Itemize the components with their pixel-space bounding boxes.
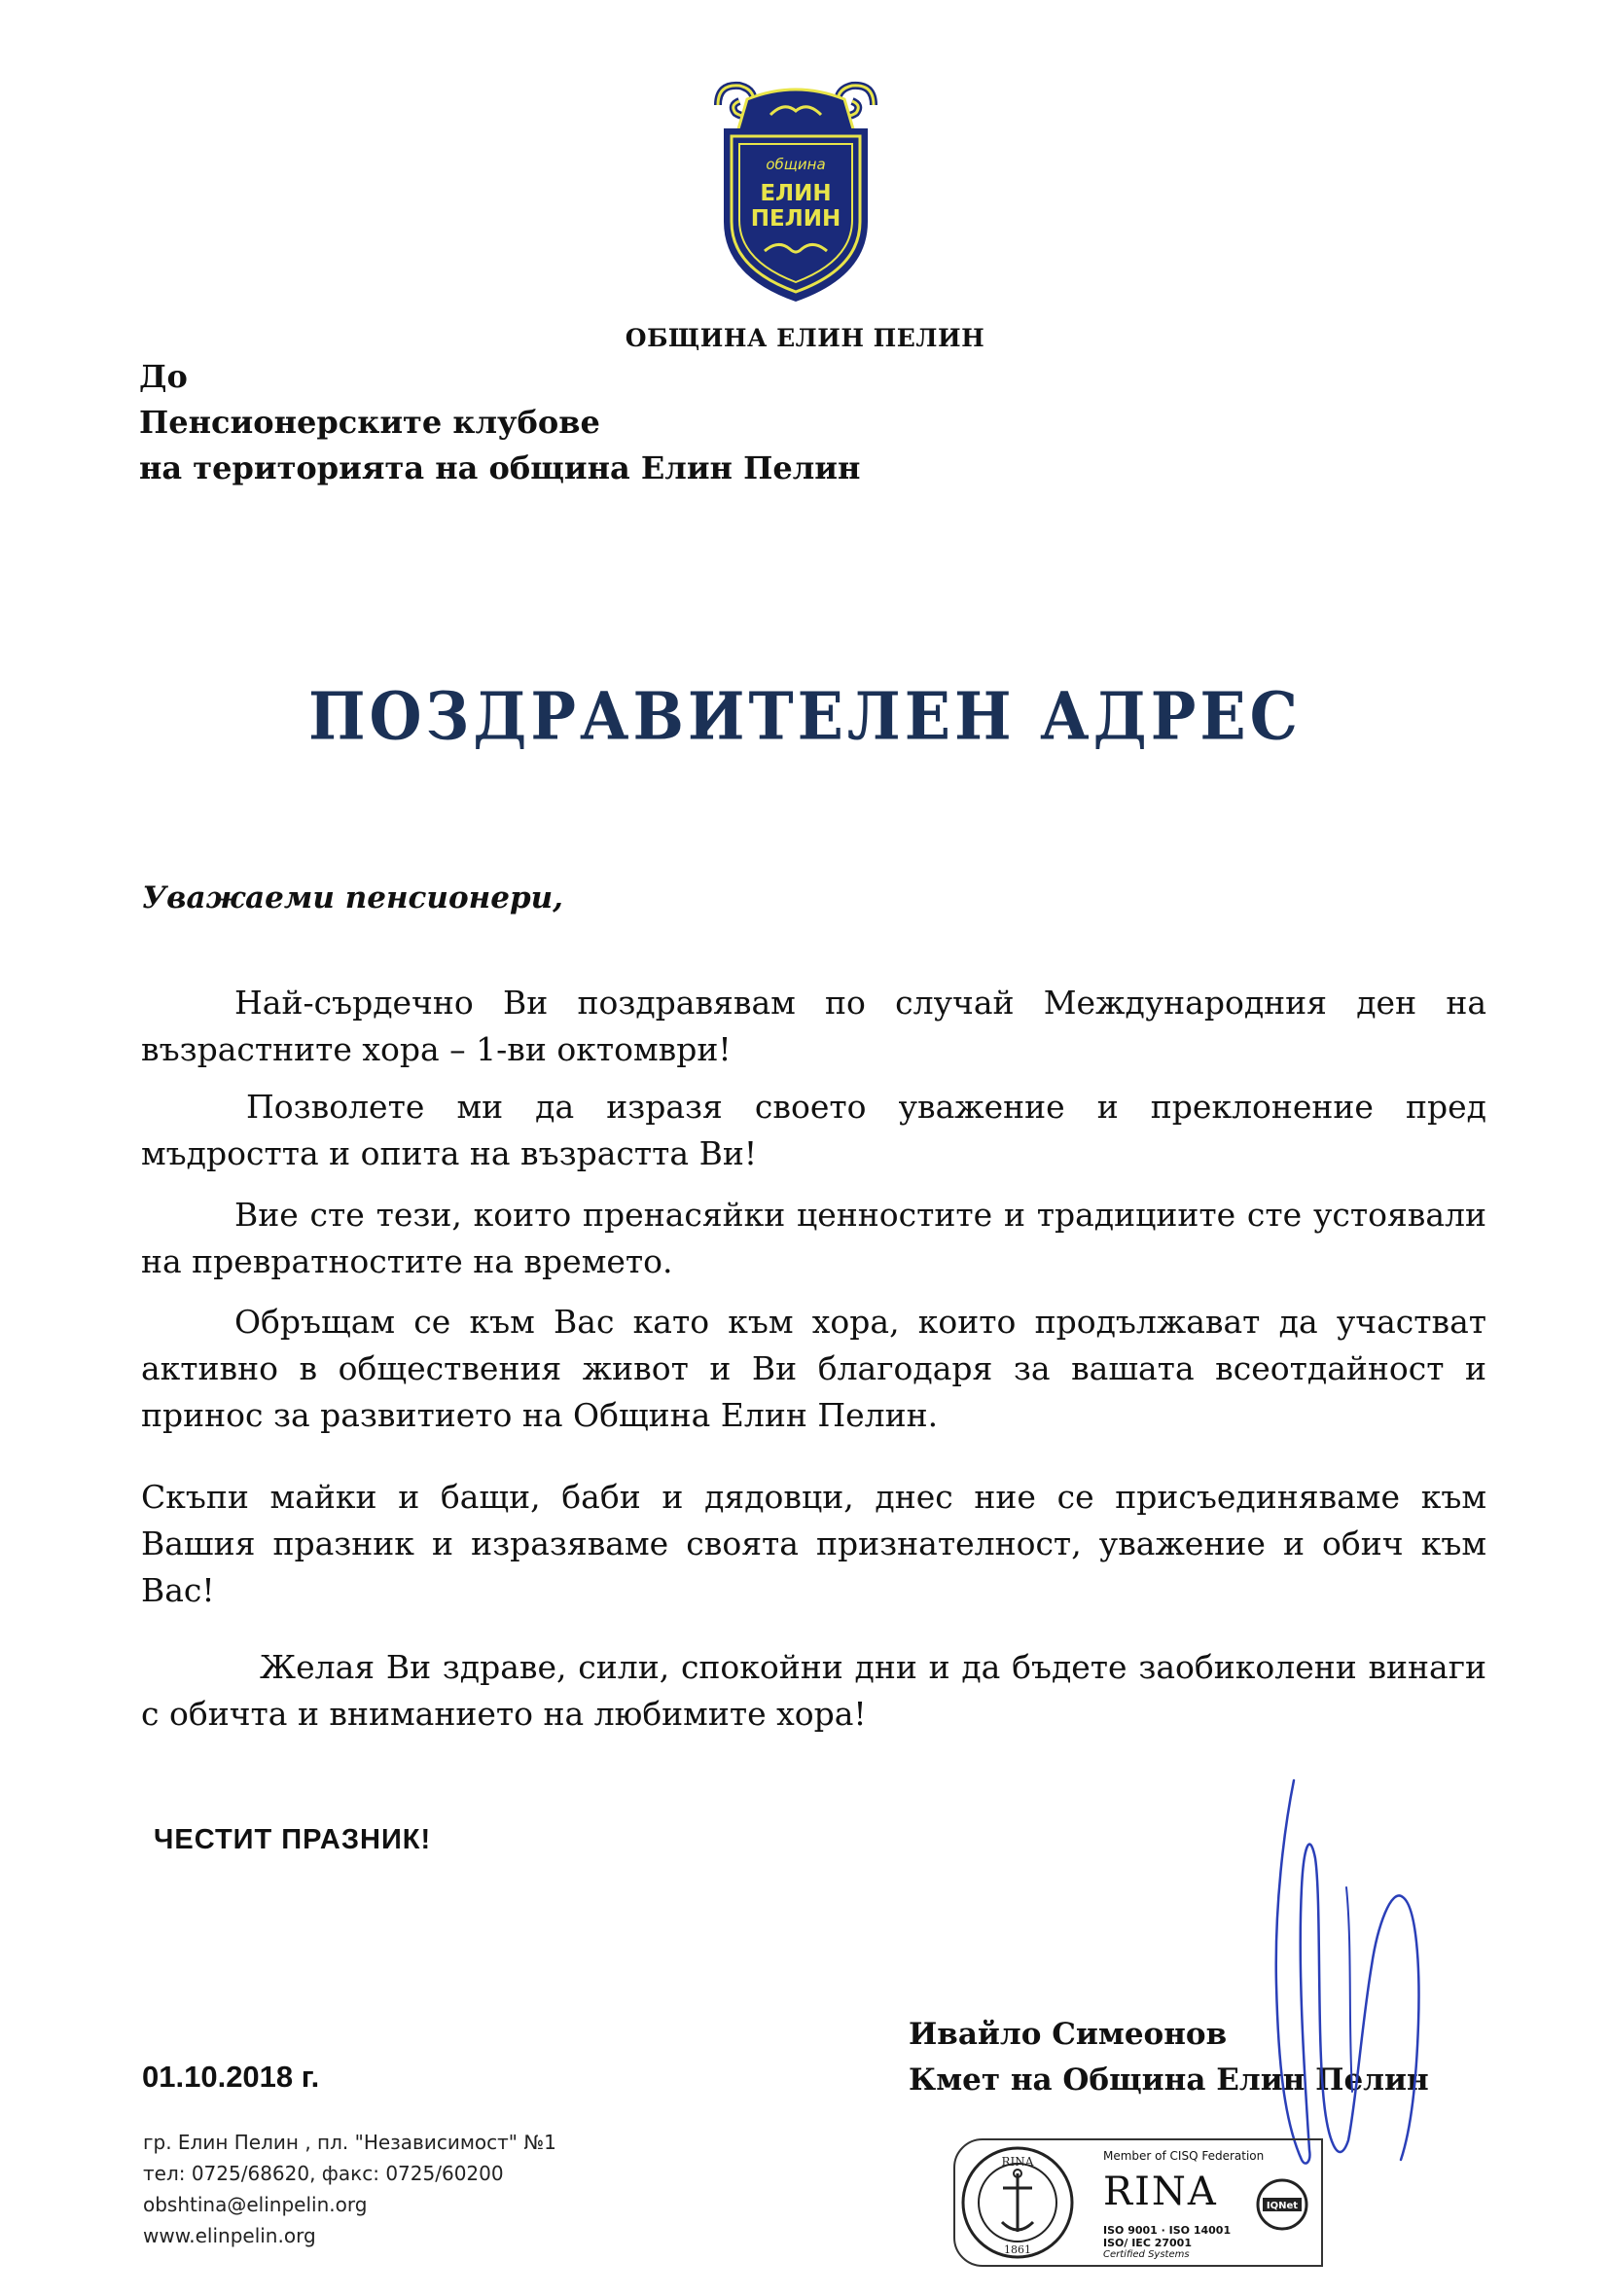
body-paragraph: Най-сърдечно Ви поздравявам по случай Международния ден на възрастните хора – 1-ви октомври!	[141, 984, 1486, 1068]
cert-member-text: Member of CISQ Federation	[1103, 2149, 1265, 2163]
certification-badge	[953, 2138, 1323, 2267]
cert-iso-line: ISO/ IEC 27001	[1103, 2237, 1192, 2249]
body-paragraph: Вие сте тези, които пренасяйки ценностите и традициите сте устоявали на превратностите на времето.	[141, 1196, 1486, 1280]
document-title: ПОЗДРАВИТЕЛЕН АДРЕС	[308, 678, 1302, 755]
body-paragraph: Желая Ви здраве, сили, спокойни дни и да бъдете заобиколени винаги с обичта и вниманието на любимите хора!	[141, 1648, 1486, 1733]
salutation: Уважаеми пенсионери,	[142, 880, 563, 915]
document-date: 01.10.2018 г.	[142, 2060, 320, 2094]
iqnet-badge-icon	[1255, 2177, 1309, 2232]
cert-systems-text: Certified Systems	[1103, 2249, 1190, 2260]
rina-seal-icon	[959, 2144, 1076, 2261]
body-paragraph: Скъпи майки и бащи, баби и дядовци, днес ние се присъединяваме към Вашия празник и изразяваме своята признателност, уважение и обич към Вас!	[141, 1478, 1486, 1609]
footer-phone: тел: 0725/68620, факс: 0725/60200	[143, 2162, 504, 2185]
body-paragraph: Позволете ми да изразя своето уважение и преклонение пред мъдростта и опита на възрастта Ви!	[141, 1088, 1486, 1172]
footer-website: www.elinpelin.org	[143, 2224, 316, 2247]
logo-text-3: ПЕЛИН	[750, 206, 841, 232]
addressee-line: До	[139, 358, 188, 395]
signatory-title: Кмет на Община Елин Пелин	[909, 2063, 1429, 2098]
cert-brand: RINA	[1103, 2170, 1218, 2214]
signatory-name: Ивайло Симеонов	[909, 2017, 1228, 2052]
svg-text:1861: 1861	[1004, 2243, 1031, 2256]
footer-email: obshtina@elinpelin.org	[143, 2193, 368, 2216]
body-paragraph: Обръщам се към Вас като към хора, които продължават да участват активно в обществения живот и Ви благодаря за вашата всеотдайност и принос за развитието на Община Елин Пелин.	[141, 1303, 1486, 1434]
footer-address: гр. Елин Пелин , пл. "Независимост" №1	[143, 2131, 556, 2154]
addressee-line: Пенсионерските клубове	[139, 404, 600, 441]
municipality-logo	[708, 76, 883, 302]
municipality-name: ОБЩИНА ЕЛИН ПЕЛИН	[625, 324, 985, 352]
handwritten-signature	[1255, 1771, 1430, 2179]
svg-text:RINA: RINA	[1001, 2155, 1034, 2169]
cert-iso-line: ISO 9001 · ISO 14001	[1103, 2224, 1232, 2237]
closing-greeting: ЧЕСТИТ ПРАЗНИК!	[154, 1824, 432, 1855]
logo-text-2: ЕЛИН	[760, 181, 832, 206]
svg-text:IQNet: IQNet	[1266, 2201, 1299, 2211]
logo-text-1: община	[766, 156, 826, 173]
addressee-line: на територията на община Елин Пелин	[139, 449, 861, 486]
